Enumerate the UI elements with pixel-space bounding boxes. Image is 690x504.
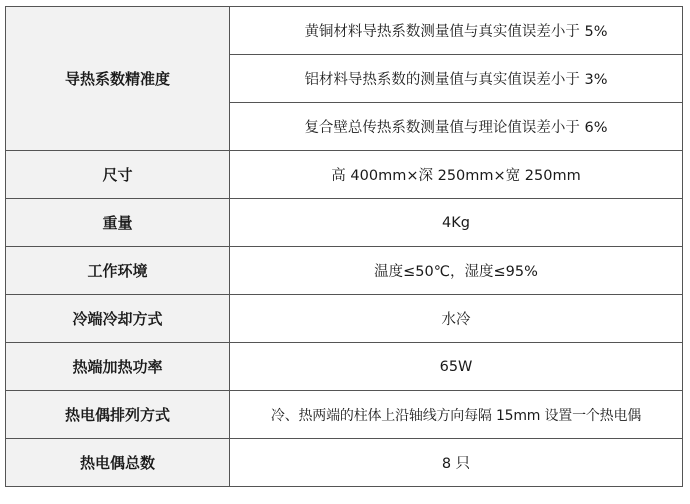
table-row — [6, 391, 683, 439]
row-value-size: 高 400mm×深 250mm×宽 250mm — [230, 151, 683, 199]
row-value-weight: 4Kg — [230, 199, 683, 247]
table-row — [6, 199, 683, 247]
row-label-cooling: 冷端冷却方式 — [6, 295, 230, 343]
row-value-thermocouple-count: 8 只 — [230, 439, 683, 487]
row-value-cooling: 水冷 — [230, 295, 683, 343]
table-row — [6, 151, 683, 199]
table-row — [6, 343, 683, 391]
row-label-heating-power: 热端加热功率 — [6, 343, 230, 391]
table-row — [6, 7, 683, 55]
row-value-heating-power: 65W — [230, 343, 683, 391]
table-row — [6, 247, 683, 295]
row-value-brass-accuracy: 黄铜材料导热系数测量值与真实值误差小于 5% — [230, 7, 683, 55]
row-value-aluminum-accuracy: 铝材料导热系数的测量值与真实值误差小于 3% — [230, 55, 683, 103]
row-label-environment: 工作环境 — [6, 247, 230, 295]
row-value-environment: 温度≤50℃，湿度≤95% — [230, 247, 683, 295]
table-row — [6, 295, 683, 343]
spec-table — [5, 6, 683, 487]
row-label-thermal-accuracy: 导热系数精准度 — [6, 7, 230, 151]
row-value-thermocouple-layout: 冷、热两端的柱体上沿轴线方向每隔 15mm 设置一个热电偶 — [230, 391, 683, 439]
row-label-weight: 重量 — [6, 199, 230, 247]
row-label-size: 尺寸 — [6, 151, 230, 199]
row-label-thermocouple-layout: 热电偶排列方式 — [6, 391, 230, 439]
table-row — [6, 439, 683, 487]
row-value-composite-accuracy: 复合壁总传热系数测量值与理论值误差小于 6% — [230, 103, 683, 151]
row-label-thermocouple-count: 热电偶总数 — [6, 439, 230, 487]
